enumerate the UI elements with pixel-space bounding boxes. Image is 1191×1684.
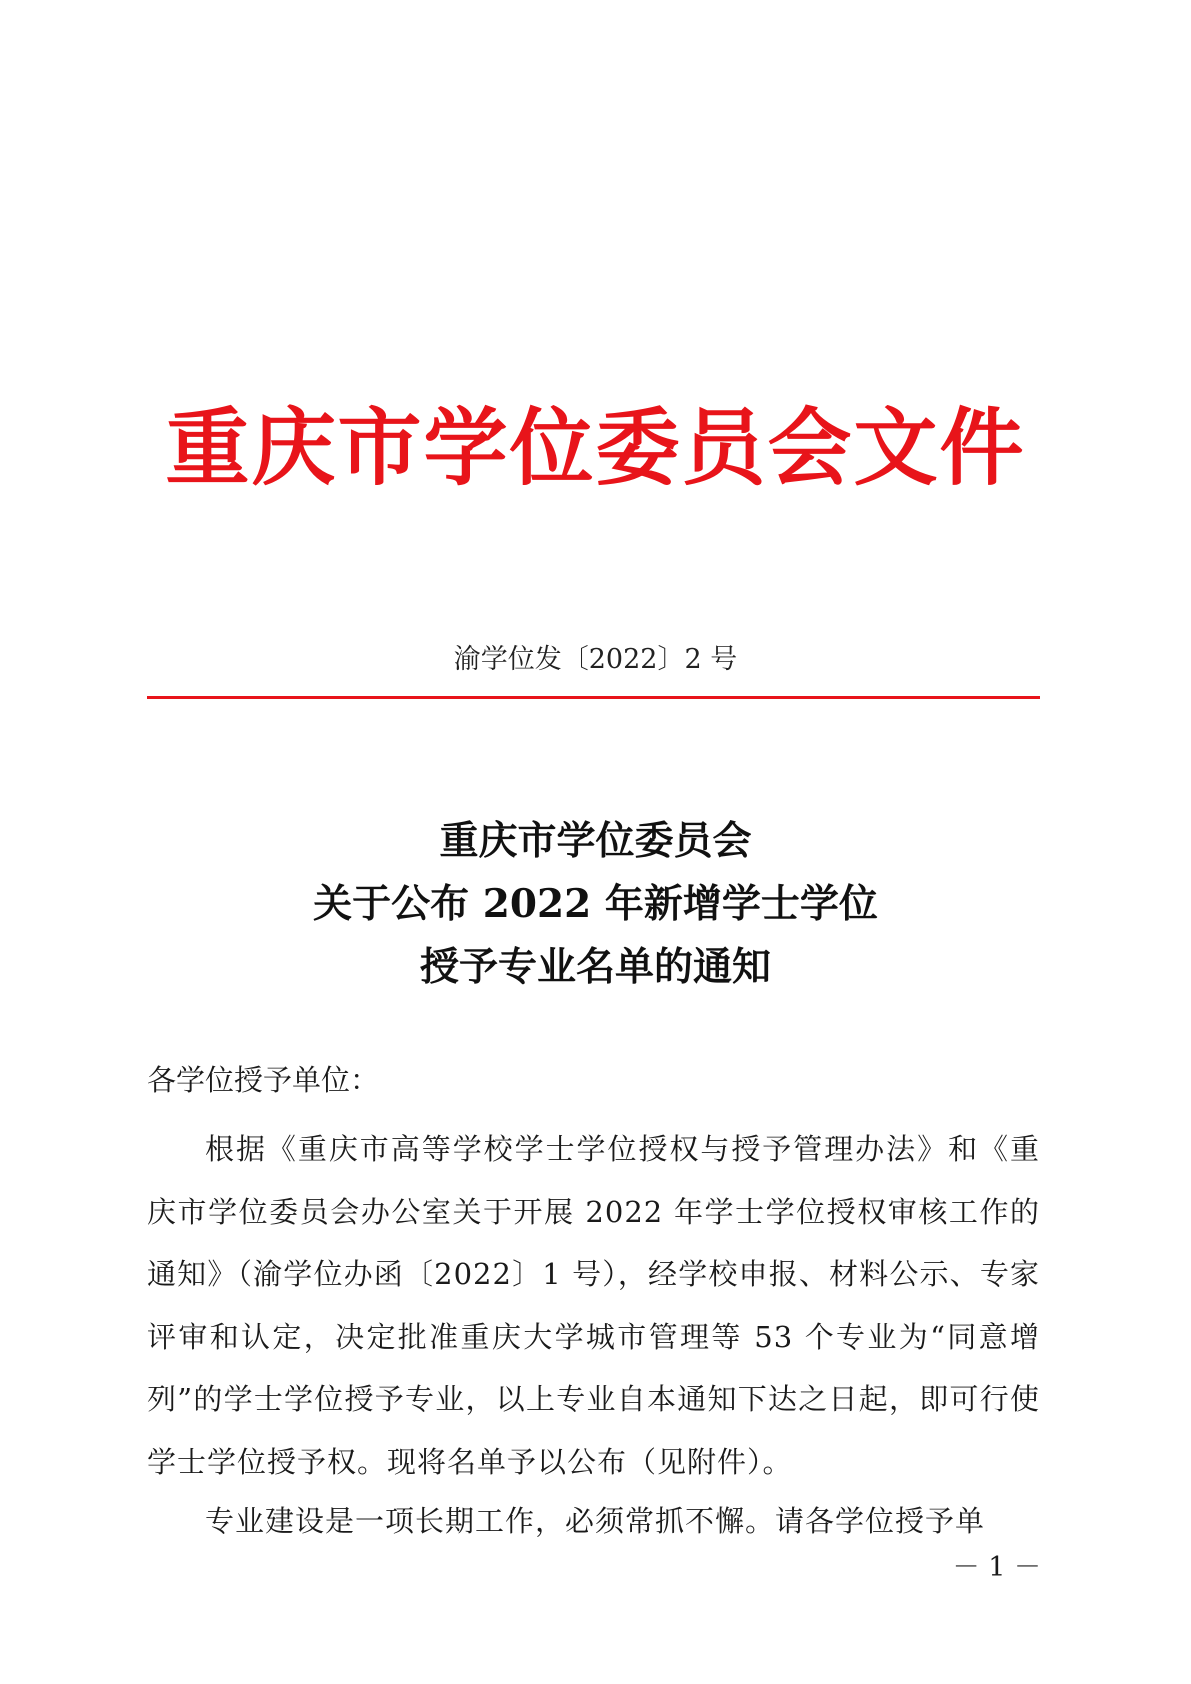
notice-title: [0, 810, 1191, 999]
red-divider-line: [147, 696, 1040, 699]
document-number: 渝学位发〔2022〕2 号: [453, 644, 738, 675]
document-header-title: 重庆市学位委员会文件: [165, 399, 1026, 497]
notice-title-line-1: 重庆市学位委员会: [439, 818, 752, 864]
salutation: 各学位授予单位：: [147, 1063, 380, 1097]
body-paragraph-1: 根据《重庆市高等学校学士学位授权与授予管理办法》和《重庆市学位委员会办公室关于开展 2022 年学士学位授权审核工作的通知》（渝学位办函〔2022〕1 号），经学校申报、材料公示、专家评审和认定，决定批准重庆大学城市管理等 53 个专业为“同意增列”的学士学位授予专业，以上专业自本通知下达之日起，即可行使学士学位授予权。现将名单予以公布（见附件）。: [147, 1132, 1040, 1479]
body-paragraph-2: 专业建设是一项长期工作，必须常抓不懈。请各学位授予单: [205, 1504, 986, 1538]
page-number: － 1 －: [952, 1552, 1041, 1583]
notice-title-line-2: 关于公布 2022 年新增学士学位: [313, 881, 878, 927]
notice-title-line-3: 授予专业名单的通知: [419, 944, 771, 990]
